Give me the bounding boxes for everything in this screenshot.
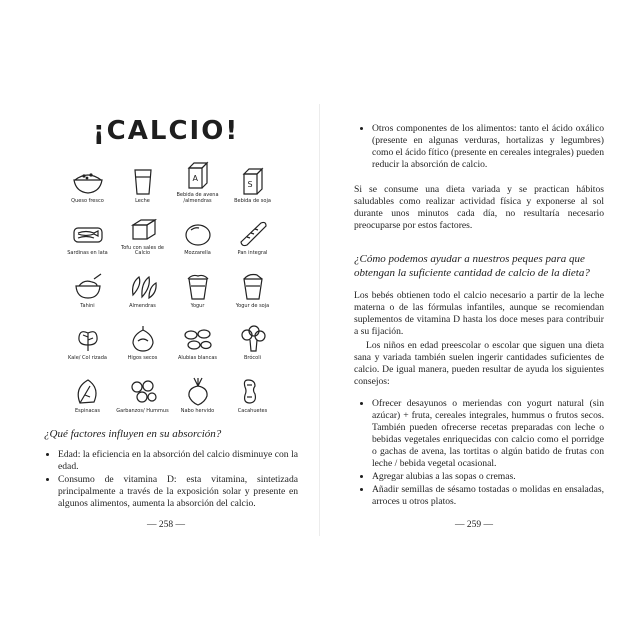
food-item <box>170 208 225 260</box>
white-beans-icon <box>180 323 216 353</box>
food-item <box>60 156 115 208</box>
soy-drink-carton-icon <box>235 166 271 196</box>
food-item <box>170 313 225 365</box>
tips-list <box>354 398 604 509</box>
food-label: Tahini <box>80 302 95 309</box>
bread-icon <box>235 218 271 248</box>
soy-yogurt-cup-icon <box>235 271 271 301</box>
book-spine <box>319 104 320 536</box>
tofu-icon <box>125 213 161 243</box>
other-components-list <box>354 123 604 172</box>
dried-figs-icon <box>125 323 161 353</box>
list-item: • Agregar alubias a las sopas o cremas. <box>372 471 604 483</box>
milk-glass-icon <box>125 166 161 196</box>
food-item <box>60 366 115 418</box>
page-title: ¡CALCIO! <box>92 116 240 146</box>
peanuts-icon <box>235 376 271 406</box>
food-item <box>170 261 225 313</box>
list-item: • Añadir semillas de sésamo tostadas o molidas en ensaladas, arroces u otros platos. <box>372 484 604 508</box>
food-label: Cacahuetes <box>237 407 268 414</box>
broccoli-icon <box>235 323 271 353</box>
food-item <box>115 261 170 313</box>
food-label: Kale/ Col rizada <box>68 355 107 362</box>
chickpeas-icon <box>125 376 161 406</box>
help-question: ¿Cómo podemos ayudar a nuestros peques para que obtengan la suficiente cantidad de calcio de la dieta? <box>354 253 590 279</box>
svg-text:S: S <box>247 179 253 189</box>
absorption-factors-list <box>44 449 298 511</box>
food-label: Tofu con sales de Calcio <box>121 244 164 257</box>
tahini-bowl-icon <box>70 271 106 301</box>
almonds-icon <box>125 271 161 301</box>
food-label: Mozzarella <box>184 250 211 257</box>
food-label: Espinacas <box>75 407 100 414</box>
calcium-foods-grid <box>60 156 280 418</box>
food-label: Yogur de soja <box>235 302 270 309</box>
food-item <box>115 156 170 208</box>
svg-text:A: A <box>192 174 198 184</box>
food-label: Yogur <box>190 302 205 309</box>
food-item <box>115 366 170 418</box>
yogurt-cup-icon <box>180 271 216 301</box>
food-label: Garbanzos/ Hummus <box>116 407 169 414</box>
turnip-icon <box>180 376 216 406</box>
paragraph: Los bebés obtienen todo el calcio necesario a partir de la leche materna o de las fórmulas infantiles, aunque se recomiendan suplementos de vitamina D hasta los doce meses para contribuir a su fijación. <box>354 290 604 337</box>
list-item: • Edad: la eficiencia en la absorción del calcio disminuye con la edad. <box>58 449 298 473</box>
food-item <box>115 208 170 260</box>
food-item <box>170 156 225 208</box>
left-page <box>16 104 316 536</box>
food-item <box>225 261 280 313</box>
food-item <box>60 208 115 260</box>
food-label: Pan integral <box>237 250 268 257</box>
food-item <box>225 366 280 418</box>
list-item: • Otros componentes de los alimentos: tanto el ácido oxálico (presente en algunas verduras, hortalizas y legumbres) como el ácido fítico (presente en cereales integrales) pueden reducir la absorción de calcio. <box>372 123 604 171</box>
oat-drink-carton-icon <box>180 160 216 190</box>
food-item <box>60 313 115 365</box>
kale-icon <box>70 323 106 353</box>
food-label: Higos secos <box>127 355 158 362</box>
list-item: • Consumo de vitamina D: esta vitamina, sintetizada principalmente a través de la exposición solar y presente en algunos alimentos, aumenta la absorción del calcio. <box>58 474 298 510</box>
food-label: Queso fresco <box>71 197 104 204</box>
food-label: Almendras <box>129 302 156 309</box>
page-number: — 259 — <box>455 520 493 530</box>
list-item: • Ofrecer desayunos o meriendas con yogurt natural (sin azúcar) + fruta, cereales integrales, hummus o frutos secos. También pueden ofrecerse recetas preparadas con leche o bebidas vegetales enriquecidas con calcio como el porridge o gachas de avena, las tortitas o algún batido de frutas con leche / bebida vegetal ocasional. <box>372 398 604 470</box>
food-label: Brócoli <box>243 355 262 362</box>
mozzarella-icon <box>180 218 216 248</box>
food-label: Sardinas en lata <box>67 250 108 257</box>
food-label: Alubias blancas <box>177 355 217 362</box>
food-item <box>225 156 280 208</box>
paragraph: Si se consume una dieta variada y se practican hábitos saludables como realizar actividad física y exponerse al sol durante unos minutos cada día, no resultaría necesario preocuparse por estos factores. <box>354 184 604 231</box>
food-item <box>60 261 115 313</box>
food-label: Bebida de soja <box>234 197 271 204</box>
spinach-icon <box>70 376 106 406</box>
food-label: Leche <box>135 197 150 204</box>
food-item <box>225 313 280 365</box>
absorption-question: ¿Qué factores influyen en su absorción? <box>44 428 222 440</box>
page-number: — 258 — <box>147 520 185 530</box>
paragraph: Los niños en edad preescolar o escolar que siguen una dieta sana y variada también suelen ingerir cantidades suficientes de calcio. De igual manera, pueden resultar de ayuda los siguientes consejos: <box>354 340 604 387</box>
sardine-can-icon <box>70 218 106 248</box>
food-item <box>115 313 170 365</box>
cheese-bowl-icon <box>70 166 106 196</box>
food-label: Bebida de avena /almendras <box>176 192 219 204</box>
food-item <box>225 208 280 260</box>
food-item <box>170 366 225 418</box>
right-page <box>324 104 624 536</box>
food-label: Nabo hervido <box>180 407 215 414</box>
